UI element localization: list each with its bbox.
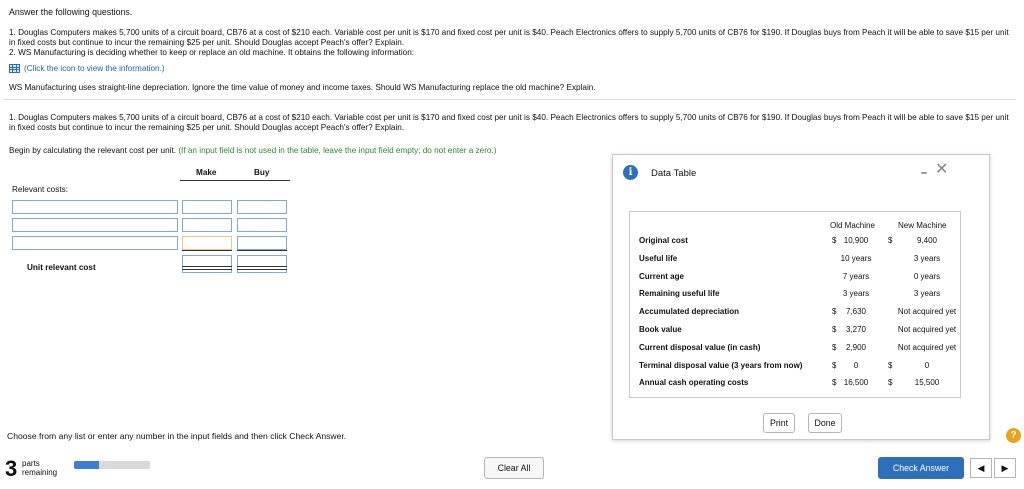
buy-input-1[interactable]	[237, 200, 287, 214]
table-icon[interactable]	[9, 64, 20, 73]
clear-all-button[interactable]: Clear All	[484, 457, 544, 479]
minimize-icon[interactable]: –	[921, 167, 928, 179]
close-icon[interactable]: ✕	[935, 161, 949, 178]
new-currency-symbol: $	[888, 378, 893, 388]
old-machine-value: 10 years	[840, 253, 872, 263]
done-button[interactable]: Done	[808, 413, 842, 433]
popup-title: Data Table	[651, 168, 697, 179]
old-machine-value: 10,900	[843, 236, 869, 245]
old-machine-value: 2,900	[845, 342, 867, 352]
popup-titlebar[interactable]	[613, 155, 989, 189]
data-table-popup[interactable]	[612, 154, 990, 440]
old-machine-value: 7,630	[845, 307, 867, 317]
new-machine-value: 3 years	[913, 289, 941, 299]
new-machine-value: Not acquired yet	[897, 342, 957, 352]
help-icon[interactable]: ?	[1006, 428, 1021, 443]
progress-fill	[74, 461, 99, 469]
data-row-label: Current disposal value (in cash)	[639, 342, 761, 352]
old-machine-value: 3 years	[842, 289, 870, 299]
make-total-double-line	[182, 266, 232, 270]
new-machine-value: Not acquired yet	[897, 325, 957, 334]
next-icon[interactable]: ▶	[994, 458, 1016, 478]
buy-input-3[interactable]	[237, 236, 287, 250]
remaining-label: remaining	[22, 468, 58, 477]
data-row-label: Book value	[639, 325, 682, 334]
check-answer-button[interactable]: Check Answer	[878, 457, 964, 479]
parts-remaining-count: 3	[5, 456, 18, 481]
print-button[interactable]: Print	[763, 413, 795, 433]
data-row-label: Accumulated depreciation	[639, 307, 740, 317]
data-row-label: Remaining useful life	[639, 289, 720, 299]
make-input-1[interactable]	[182, 200, 232, 214]
data-row-label: Terminal disposal value (3 years from now)	[639, 360, 803, 370]
parts-remaining-label	[22, 459, 57, 477]
buy-column-header: Buy	[254, 168, 270, 177]
new-machine-value: 0 years	[913, 271, 941, 281]
new-machine-value: 3 years	[913, 253, 941, 263]
old-machine-value: 16,500	[843, 378, 869, 388]
new-machine-header: New Machine	[898, 221, 947, 230]
data-table	[629, 211, 961, 398]
old-machine-value: 0	[853, 360, 859, 370]
choose-instruction: Choose from any list or enter any number in the input fields and then click Check Answer.	[7, 431, 347, 441]
instructions-header: Answer the following questions.	[9, 7, 133, 17]
make-input-2[interactable]	[182, 218, 232, 232]
buy-total-double-line	[237, 266, 287, 270]
begin-text: Begin by calculating the relevant cost per unit.	[9, 146, 177, 155]
intro-text: WS Manufacturing uses straight-line depreciation. Ignore the time value of money and income taxes. Should WS Manufacturing replace the old machine? Explain.	[9, 83, 596, 92]
make-column-header: Make	[196, 168, 217, 177]
begin-hint: (If an input field is not used in the table, leave the input field empty; do not enter a zero.)	[178, 146, 497, 155]
data-row-label: Useful life	[639, 253, 678, 263]
info-icon: i	[623, 165, 638, 180]
view-information-link[interactable]	[9, 64, 165, 73]
new-machine-value: 9,400	[916, 236, 938, 245]
section-divider	[4, 99, 1016, 100]
make-subtotal-line	[182, 250, 232, 251]
question-1-repeat-text: 1. Douglas Computers makes 5,700 units of a circuit board, CB76 at a cost of $210 each. Variable cost per unit is $170 and fixed cost per unit is $40. Peach Electronics offers to supply 5,700 units of CB76 for $190. If Douglas buys from Peach it will be able to save $15 per unit in fixed costs but continue to incur the remaining $25 per unit. Should Douglas accept Peach's offer? Explain.	[9, 113, 1009, 132]
view-information-label[interactable]: (Click the icon to view the information.)	[24, 64, 165, 73]
old-currency-symbol: $	[832, 378, 837, 388]
data-row-label: Annual cash operating costs	[639, 378, 749, 388]
relevant-costs-label: Relevant costs:	[12, 185, 68, 194]
old-machine-value: 7 years	[842, 271, 870, 281]
old-currency-symbol: $	[832, 325, 837, 334]
old-machine-value: 3,270	[845, 325, 867, 334]
buy-input-2[interactable]	[237, 218, 287, 232]
buy-unit-relevant-cost-input[interactable]	[237, 255, 287, 273]
make-unit-relevant-cost-input[interactable]	[182, 255, 232, 273]
previous-icon[interactable]: ◀	[970, 458, 992, 478]
header-underline	[180, 180, 290, 181]
question-1-text: 1. Douglas Computers makes 5,700 units of a circuit board, CB76 at a cost of $210 each. Variable cost per unit is $170 and fixed cost per unit is $40. Peach Electronics offers to supply 5,700 units of CB76 for $190. If Douglas buys from Peach it will be able to save $15 per unit in fixed costs but continue to incur the remaining $25 per unit. Should Douglas accept Peach's offer? Explain.	[9, 28, 1009, 47]
old-machine-header: Old Machine	[830, 221, 875, 230]
relevant-cost-name-input-3[interactable]	[12, 236, 178, 250]
relevant-cost-name-input-1[interactable]	[12, 200, 178, 214]
old-currency-symbol: $	[832, 236, 837, 245]
new-machine-value: 15,500	[914, 378, 940, 388]
data-row-label: Original cost	[639, 236, 688, 245]
old-currency-symbol: $	[832, 342, 837, 352]
parts-label: parts	[22, 459, 40, 468]
old-currency-symbol: $	[832, 360, 837, 370]
new-currency-symbol: $	[888, 360, 893, 370]
make-input-3[interactable]	[182, 236, 232, 250]
progress-bar	[74, 461, 150, 469]
unit-relevant-cost-label: Unit relevant cost	[27, 263, 96, 272]
new-machine-value: 0	[924, 360, 930, 370]
new-machine-value: Not acquired yet	[897, 307, 957, 317]
begin-instruction	[9, 146, 496, 155]
old-currency-symbol: $	[832, 307, 837, 317]
new-currency-symbol: $	[888, 236, 893, 245]
question-2-text: 2. WS Manufacturing is deciding whether to keep or replace an old machine. It obtains the following information:	[9, 48, 415, 57]
buy-subtotal-line	[237, 250, 287, 251]
data-row-label: Current age	[639, 271, 684, 281]
relevant-cost-name-input-2[interactable]	[12, 218, 178, 232]
